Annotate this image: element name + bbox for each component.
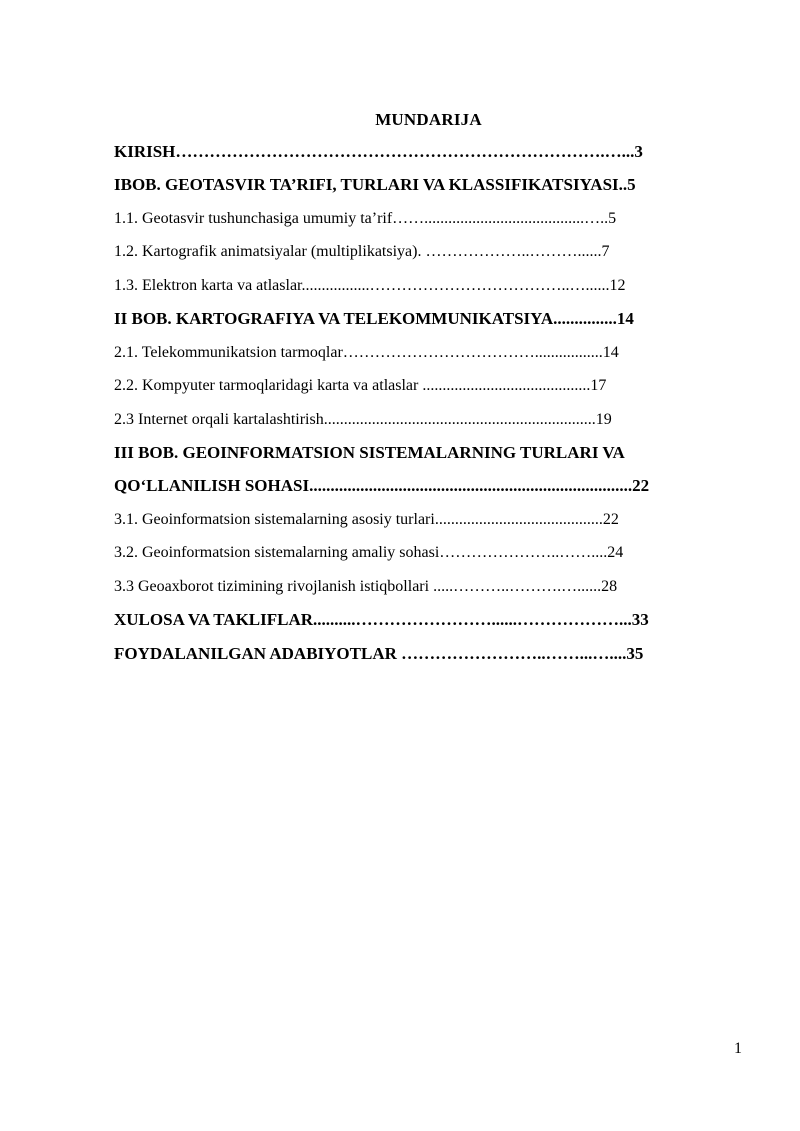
page-number: 1	[734, 1040, 742, 1057]
toc-entry-kirish: KIRISH………………………………………………………………….…...3	[114, 142, 643, 161]
toc-entry-1-1: 1.1. Geotasvir tushunchasiga umumiy ta’rif……........................................…..5	[114, 210, 617, 227]
toc-entry-2-2: 2.2. Kompyuter tarmoqlaridagi karta va atlaslar ..........................................17	[114, 377, 607, 394]
toc-entry-chapter-1: IBOB. GEOTASVIR TA’RIFI, TURLARI VA KLASSIFIKATSIYASI..5	[114, 175, 636, 194]
toc-entry-conclusion: XULOSA VA TAKLIFLAR..........……………………......………………...33	[114, 610, 649, 629]
toc-entry-2-1: 2.1. Telekommunikatsion tarmoqlar……………………………….................14	[114, 344, 619, 361]
toc-entry-3-1: 3.1. Geoinformatsion sistemalarning asosiy turlari..........................................22	[114, 511, 619, 528]
toc-title: MUNDARIJA	[375, 110, 482, 129]
toc-entry-references: FOYDALANILGAN ADABIYOTLAR ……………………..……...…....35	[114, 644, 644, 663]
toc-entry-1-2: 1.2. Kartografik animatsiyalar (multiplikatsiya). ………………..………......7	[114, 243, 610, 260]
toc-entry-chapter-3-line-1: III BOB. GEOINFORMATSION SISTEMALARNING TURLARI VA	[114, 443, 625, 462]
toc-entry-3-2: 3.2. Geoinformatsion sistemalarning amaliy sohasi…………………..……....24	[114, 544, 624, 561]
toc-entry-1-3: 1.3. Elektron karta va atlaslar.................………………………………..…......12	[114, 277, 626, 294]
toc-entry-3-3: 3.3 Geoaxborot tizimining rivojlanish istiqbollari .....………..……….…......28	[114, 578, 618, 595]
toc-entry-chapter-3-line-2: QO‘LLANILISH SOHASI............................................................................22	[114, 476, 650, 495]
toc-entry-2-3: 2.3 Internet orqali kartalashtirish....................................................................19	[114, 411, 612, 428]
toc-entry-chapter-2: II BOB. KARTOGRAFIYA VA TELEKOMMUNIKATSIYA...............14	[114, 309, 634, 328]
